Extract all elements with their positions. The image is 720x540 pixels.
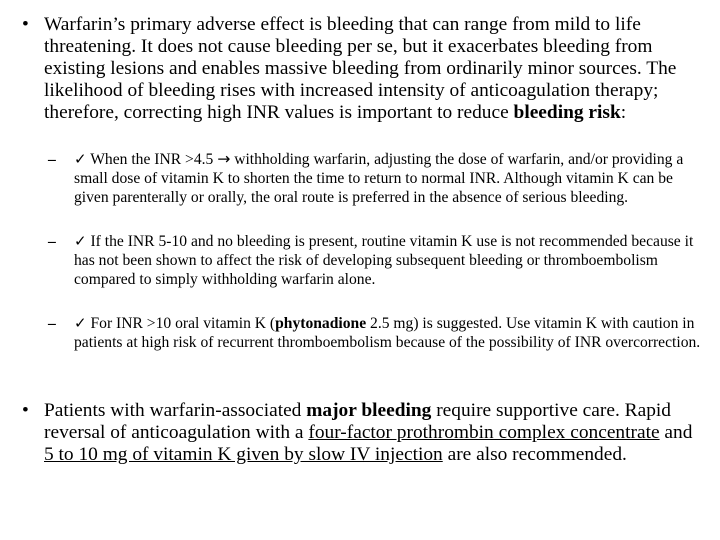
sub-bullet-inr-over-10 bbox=[48, 314, 708, 352]
sub-bullet-inr-5-10 bbox=[48, 232, 708, 289]
pcc-underlined: four-factor prothrombin complex concentrate bbox=[308, 422, 660, 443]
bullet-text: Warfarin’s primary adverse effect is bleeding that can range from mild to life threatening. It does not cause bleeding per se, but it exacerbates bleeding from existing lesions and enables massive bleeding from ordinarily minor sources. The likelihood of bleeding rises with increased intensity of anticoagulation therapy; therefore, correcting high INR values is important to reduce bleeding risk: bbox=[44, 14, 677, 123]
arrow-right-icon: → bbox=[217, 150, 231, 168]
sub-bullet-text: ✓ If the INR 5-10 and no bleeding is present, routine vitamin K use is not recommended because it has not been shown to affect the risk of developing subsequent bleeding or thromboembolism compared to simply withholding warfarin alone. bbox=[74, 232, 694, 288]
sub-bullet-inr-over-4-5 bbox=[48, 150, 708, 207]
bleeding-risk-emphasis: bleeding risk bbox=[513, 102, 621, 123]
sub-bullet-text: ✓ For INR >10 oral vitamin K (phytonadione 2.5 mg) is suggested. Use vitamin K with caution in patients at high risk of recurrent thromboembolism because of the possibility of INR overcorrection. bbox=[74, 314, 701, 351]
sub-bullet-text: ✓ When the INR >4.5 → withholding warfarin, adjusting the dose of warfarin, and/or providing a small dose of vitamin K to shorten the time to return to normal INR. Although vitamin K can be given parenterally or orally, the oral route is preferred in the absence of serious bleeding. bbox=[74, 150, 684, 206]
sub-bullet-dash: – bbox=[48, 233, 56, 250]
checkmark-icon: ✓ bbox=[74, 314, 87, 332]
sub-bullet-dash: – bbox=[48, 151, 56, 168]
bullet-text: Patients with warfarin-associated major bleeding require supportive care. Rapid reversal of anticoagulation with a four-factor prothrombin complex concentrate and 5 to 10 mg of vitamin K given by slow IV injection are also recommended. bbox=[44, 400, 693, 465]
major-bleeding-emphasis: major bleeding bbox=[306, 400, 432, 421]
bullet-major-bleeding bbox=[22, 400, 702, 466]
checkmark-icon: ✓ bbox=[74, 232, 87, 250]
phytonadione-emphasis: phytonadione bbox=[275, 315, 367, 332]
bullet-marker: • bbox=[22, 14, 29, 35]
vitamin-k-iv-underlined: 5 to 10 mg of vitamin K given by slow IV injection bbox=[44, 444, 443, 465]
checkmark-icon: ✓ bbox=[74, 150, 87, 168]
sub-bullet-dash: – bbox=[48, 315, 56, 332]
bullet-warfarin-adverse-effect bbox=[22, 14, 702, 124]
bullet-marker: • bbox=[22, 400, 29, 421]
